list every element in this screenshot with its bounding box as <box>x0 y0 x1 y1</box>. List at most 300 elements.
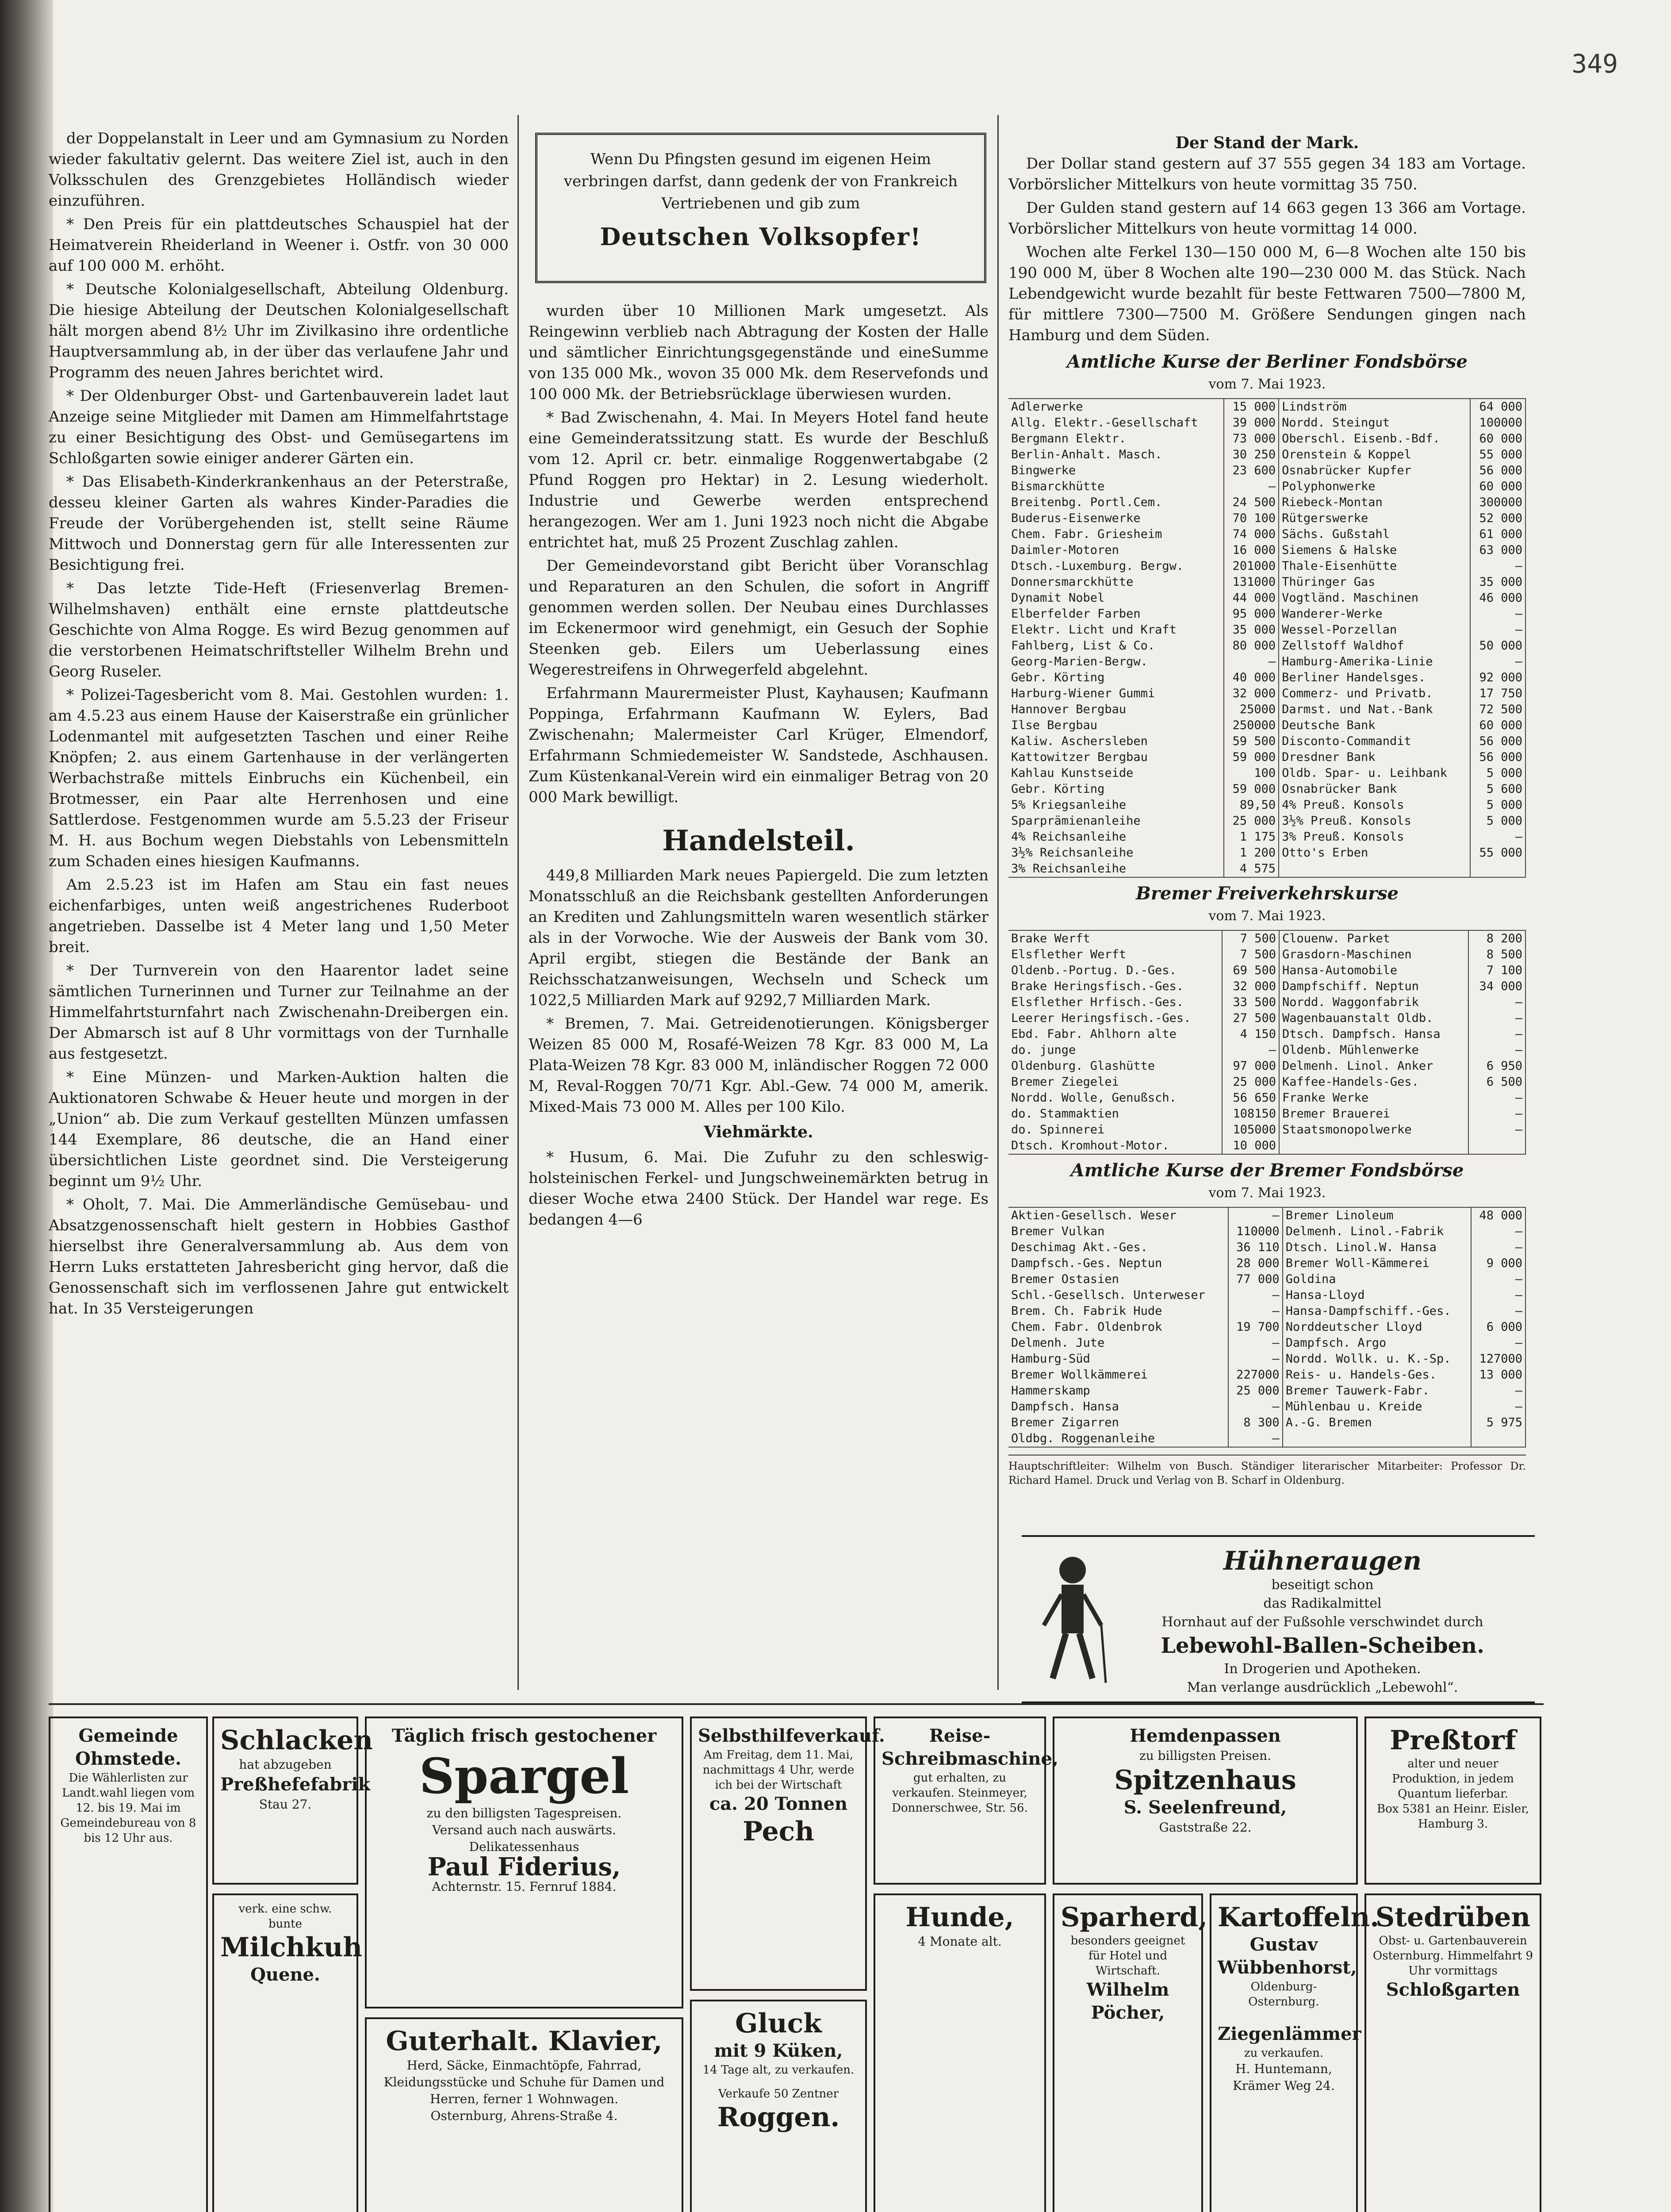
kurs-value: — <box>1228 1351 1283 1367</box>
kurs-name: Osnabrücker Bank <box>1279 781 1470 797</box>
page-number: 349 <box>1571 49 1618 79</box>
ad-addr: Box 5381 an Heinr. Eisler, Hamburg 3. <box>1376 1802 1529 1831</box>
bremen-kurse-table <box>1008 1207 1526 1448</box>
paragraph: 449,8 Milliarden Mark neues Papiergeld. Die zum letzten Monatsschluß an die Reichsbank gestellten Anforderungen an Krediten und Zahlungsmitteln waren wesentlich stärker als in der Vorwoche. Wie der Ausweis der Bank vom 30. April ergibt, stiegen die Bestände der Bank an Reichsschatzanweisungen, Wechseln und Scheck um 1022,5 Milliarden Mark auf 9292,7 Milliarden Mark. <box>529 867 989 1009</box>
kurs-value: 27 500 <box>1222 1010 1279 1026</box>
ad-name: Wilhelm Pöcher, <box>1086 1979 1169 2023</box>
ad-line: zu den billigsten Tagespreisen. <box>426 1806 622 1820</box>
kurs-value: 5 600 <box>1470 781 1525 797</box>
ad-text: hat abzugeben <box>239 1757 332 1772</box>
kurs-name: Hamburg-Süd <box>1008 1351 1228 1367</box>
kurs-value: 48 000 <box>1471 1207 1525 1224</box>
kurs-value: 6 950 <box>1468 1058 1525 1074</box>
paragraph: * Bremen, 7. Mai. Getreidenotierungen. Königsberger Weizen 85 000 M, Rosafé-Weizen 78 Kgr. 83 000 M, La Plata-Weizen 78 Kgr. 83 000 M, inländischer Roggen 72 000 M, Reval-Roggen 70/71 Kgr. Abl.-Gew. 74 000 M, amerik. Mixed-Mais 73 000 M. Alles per 100 Kilo. <box>529 1015 989 1116</box>
bremen-title: Amtliche Kurse der Bremer Fondsbörse <box>1070 1160 1464 1181</box>
kurs-name: Thüringer Gas <box>1279 574 1470 590</box>
paragraph: * Das letzte Tide-Heft (Friesenverlag Bremen-Wilhelmshaven) enthält eine ernste plattdeutsche Geschichte von Alma Rogge. Es wird Bezug genommen auf die verstorbenen Heimatschriftsteller Wilhelm Brehn und Georg Ruseler. <box>49 580 509 680</box>
kurs-value: 39 000 <box>1224 415 1279 431</box>
ad-title: Hunde, <box>905 1902 1014 1933</box>
kurs-value: 127000 <box>1471 1351 1525 1367</box>
kurs-name: Deutsche Bank <box>1279 718 1470 733</box>
ad-headline: Spargel <box>419 1747 629 1805</box>
kurs-value: 73 000 <box>1224 431 1279 447</box>
kurs-row <box>1008 813 1525 829</box>
kurs-value: — <box>1228 1207 1283 1224</box>
kurs-name: Orenstein & Koppel <box>1279 447 1470 463</box>
kurs-row <box>1008 718 1525 733</box>
kurs-name: Dynamit Nobel <box>1008 590 1224 606</box>
ad-title: Guterhalt. Klavier, <box>386 2026 663 2057</box>
kurs-name: Elsflether Werft <box>1008 947 1222 963</box>
kurs-name: 3½% Reichsanleihe <box>1008 845 1224 861</box>
kurs-name: Rütgerswerke <box>1279 511 1470 526</box>
ad-steckrueben <box>1364 1893 1541 2212</box>
ad-text: besonders geeignet für Hotel und Wirtschaft. <box>1070 1934 1185 1978</box>
ad-line: das Radikalmittel <box>1263 1596 1382 1611</box>
ad-addr: Stau 27. <box>259 1797 312 1812</box>
ad-title: Roggen. <box>717 2102 840 2133</box>
kurs-name <box>1279 1138 1468 1154</box>
ad-line: Täglich frisch gestochener <box>391 1725 657 1746</box>
kurs-name: Mühlenbau u. Kreide <box>1283 1399 1472 1415</box>
kurs-value: — <box>1471 1224 1525 1240</box>
kurs-name: Dtsch. Kromhout-Motor. <box>1008 1138 1222 1154</box>
kurs-name: 4% Preuß. Konsols <box>1279 797 1470 813</box>
kurs-value: — <box>1470 654 1525 670</box>
kurs-value: 80 000 <box>1224 638 1279 654</box>
kurs-row <box>1008 511 1525 526</box>
kurs-value: 32 000 <box>1224 686 1279 702</box>
kurs-value: — <box>1471 1383 1525 1399</box>
kurs-name: Chem. Fabr. Griesheim <box>1008 526 1224 542</box>
box-line: Wenn Du Pfingsten gesund im eigenen Heim <box>590 150 931 168</box>
kurs-value: 56 650 <box>1222 1090 1279 1106</box>
kurs-name: Commerz- und Privatb. <box>1279 686 1470 702</box>
kurs-value: 35 000 <box>1470 574 1525 590</box>
kurs-value: 6 000 <box>1471 1319 1525 1335</box>
kurs-value: — <box>1468 1042 1525 1058</box>
kurs-name: Kaliw. Aschersleben <box>1008 733 1224 749</box>
ad-text: Verkaufe 50 Zentner <box>718 2087 839 2101</box>
kurs-value: — <box>1468 1010 1525 1026</box>
kurs-row <box>1008 979 1525 995</box>
kurs-value: — <box>1228 1335 1283 1351</box>
kurs-row <box>1008 1367 1525 1383</box>
kurs-value: 5 000 <box>1470 765 1525 781</box>
ad-hemdenpassen <box>1053 1717 1358 1885</box>
kurs-name: Elektr. Licht und Kraft <box>1008 622 1224 638</box>
kurs-value: 7 100 <box>1468 963 1525 979</box>
kurs-row <box>1008 606 1525 622</box>
paragraph: Wochen alte Ferkel 130—150 000 M, 6—8 Wochen alte 150 bis 190 000 M, über 8 Wochen alte 190—230 000 M. das Stück. Nach Lebendgewicht wurde bezahlt für beste Fettwaren 7500—7800 M, für mittlere 7300—7500 M. Größere Sendungen gingen nach Hamburg und dem Süden. <box>1008 243 1526 344</box>
kurs-value: — <box>1468 1122 1525 1138</box>
kurs-value: 97 000 <box>1222 1058 1279 1074</box>
paragraph: * Der Turnverein von den Haarentor ladet seine sämtlichen Turnerinnen und Turner zur Teilnahme an der Himmelfahrtsturnfahrt nach Zwischenahn-Dreibergen ein. Der Abmarsch ist auf 8 Uhr vormittags von der Turnhalle aus festgesetzt. <box>49 962 509 1063</box>
kurs-name: Nordd. Wolle, Genußsch. <box>1008 1090 1222 1106</box>
kurs-row <box>1008 1058 1525 1074</box>
kurs-name: 4% Reichsanleihe <box>1008 829 1224 845</box>
kurs-name: Deschimag Akt.-Ges. <box>1008 1240 1228 1256</box>
kurs-name: Kattowitzer Bergbau <box>1008 749 1224 765</box>
kurs-value: 30 250 <box>1224 447 1279 463</box>
kurs-value: 1 175 <box>1224 829 1279 845</box>
kurs-name: Goldina <box>1283 1271 1472 1287</box>
ad-name: Paul Fiderius, <box>427 1852 621 1882</box>
kurs-value: 5 000 <box>1470 813 1525 829</box>
kurs-row <box>1008 590 1525 606</box>
ad-line: Versand auch nach auswärts. <box>432 1823 616 1837</box>
kurs-name <box>1279 861 1470 877</box>
kurs-row <box>1008 1271 1525 1287</box>
kurs-value: 59 000 <box>1224 781 1279 797</box>
kurs-value <box>1470 861 1525 877</box>
volksopfer-box <box>535 133 986 283</box>
kurs-row <box>1008 1090 1525 1106</box>
ad-sparherd <box>1053 1893 1208 2212</box>
kurs-name: Bremer Ostasien <box>1008 1271 1228 1287</box>
kurs-value: 74 000 <box>1224 526 1279 542</box>
ad-text: alter und neuer Produktion, in jedem Quantum lieferbar. <box>1392 1757 1514 1801</box>
kurs-value: 8 200 <box>1468 930 1525 947</box>
kurs-name: Staatsmonopolwerke <box>1279 1122 1468 1138</box>
kurs-value: 70 100 <box>1224 511 1279 526</box>
ad-title: Selbsthilfeverkauf. <box>698 1725 885 1746</box>
column-2 <box>529 301 989 1233</box>
paragraph: Der Gulden stand gestern auf 14 663 gegen 13 366 am Vortage. Vorbörslicher Mittelkurs von heute vormittag 14 000. <box>1008 199 1526 238</box>
ad-title: Hühneraugen <box>1223 1546 1422 1576</box>
kurs-name: Dampfsch.-Ges. Neptun <box>1008 1256 1228 1271</box>
paragraph: * Bad Zwischenahn, 4. Mai. In Meyers Hotel fand heute eine Gemeinderatssitzung statt. Es wurde der Beschluß vom 12. April cr. betr. einmalige Roggenwertabgabe (2 Pfund Roggen pro Hektar) in 2. Lesung wiederholt. Industrie und Gewerbe werden entsprechend herangezogen. Wer am 1. Juni 1923 noch nicht die Abgabe entrichtet hat, muß 25 Prozent Zuschlag zahlen. <box>529 409 989 551</box>
kurs-name: Kaffee-Handels-Ges. <box>1279 1074 1468 1090</box>
paragraph: * Deutsche Kolonialgesellschaft, Abteilung Oldenburg. Die hiesige Abteilung der Deutschen Kolonialgesellschaft hält morgen abend 8½ Uhr im Zivilkasino ihre ordentliche Hauptversammlung ab, in der über das verlaufene Jahr und Programm des neuen Jahres berichtet wird. <box>49 280 509 381</box>
ad-title: Stedrüben <box>1375 1902 1531 1933</box>
kurs-name: Harburg-Wiener Gummi <box>1008 686 1224 702</box>
paragraph: der Doppelanstalt in Leer und am Gymnasium zu Norden wieder fakultativ gelernt. Das weitere Ziel ist, auch in den Volksschulen des Grenzgebietes Holländisch wieder einzuführen. <box>49 130 509 210</box>
kurs-value: 4 150 <box>1222 1026 1279 1042</box>
kurs-name: Otto's Erben <box>1279 845 1470 861</box>
kurs-name: Brem. Ch. Fabrik Hude <box>1008 1303 1228 1319</box>
kurs-value: 46 000 <box>1470 590 1525 606</box>
kurs-row <box>1008 765 1525 781</box>
kurs-value <box>1471 1431 1525 1447</box>
kurs-name: Wagenbauanstalt Oldb. <box>1279 1010 1468 1026</box>
kurs-value: — <box>1471 1271 1525 1287</box>
kurs-name: Darmst. und Nat.-Bank <box>1279 702 1470 718</box>
kurs-value: 63 000 <box>1470 542 1525 558</box>
kurs-value: 16 000 <box>1224 542 1279 558</box>
kurs-name: 5% Kriegsanleihe <box>1008 797 1224 813</box>
kurs-value: 36 110 <box>1228 1240 1283 1256</box>
paragraph: wurden über 10 Millionen Mark umgesetzt. Als Reingewinn verblieb nach Abtragung der Kosten der Halle und sämtlicher Einrichtungsgegenstände und eineSumme von 135 000 Mk., wovon 35 000 Mk. dem Reservefonds und 100 000 Mk. der Betriebsrücklage überwiesen wurden. <box>529 302 989 403</box>
ad-spargel <box>365 1717 683 2008</box>
kurs-value: 8 300 <box>1228 1415 1283 1431</box>
kurs-name: Oldenb.-Portug. D.-Ges. <box>1008 963 1222 979</box>
kurs-name: Gebr. Körting <box>1008 781 1224 797</box>
kurs-value: 5 000 <box>1470 797 1525 813</box>
paragraph: * Das Elisabeth-Kinderkrankenhaus an der Peterstraße, desseu kleiner Garten als wahres Kinder-Paradies die Freude der Vorübergehenden ist, stellt seine Räume Mittwoch und Donnerstag gern für alle Interessenten zur Besichtigung frei. <box>49 473 509 574</box>
kurs-name: Dresdner Bank <box>1279 749 1470 765</box>
book-binding <box>0 0 53 2212</box>
kurs-row <box>1008 463 1525 479</box>
kurs-name: Berlin-Anhalt. Masch. <box>1008 447 1224 463</box>
kurs-value: 4 575 <box>1224 861 1279 877</box>
kurs-row <box>1008 1351 1525 1367</box>
kurs-name: 3% Preuß. Konsols <box>1279 829 1470 845</box>
berlin-title: Amtliche Kurse der Berliner Fondsbörse <box>1067 351 1468 372</box>
huehneraugen-ad <box>1022 1535 1535 1703</box>
ad-text: Obst- u. Gartenbauverein Osternburg. Himmelfahrt 9 Uhr vormittags <box>1372 1934 1533 1978</box>
ad-name: S. Seelenfreund, <box>1123 1797 1287 1818</box>
ad-presstorf <box>1364 1717 1541 1885</box>
kurs-row <box>1008 749 1525 765</box>
ad-line: beseitigt schon <box>1271 1577 1374 1593</box>
kurs-name: Delmenh. Linol.-Fabrik <box>1283 1224 1472 1240</box>
kurs-value <box>1468 1138 1525 1154</box>
kurs-name: Oberschl. Eisenb.-Bdf. <box>1279 431 1470 447</box>
kurs-name: Elberfelder Farben <box>1008 606 1224 622</box>
kurs-name: Oldenb. Mühlenwerke <box>1279 1042 1468 1058</box>
kurs-row <box>1008 1383 1525 1399</box>
kurs-name: Dampfschiff. Neptun <box>1279 979 1468 995</box>
kurs-row <box>1008 1106 1525 1122</box>
kurs-name: Ebd. Fabr. Ahlhorn alte <box>1008 1026 1222 1042</box>
paragraph: Erfahrmann Maurermeister Plust, Kayhausen; Kaufmann Poppinga, Erfahrmann Kaufmann W. Eylers, Bad Zwischenahn; Malermeister Carl Krüger, Elmendorf, Erfahrmann Schmiedemeister W. Sandstede, Aschhausen. Zum Küstenkanal-Verein wird ein einmaliger Betrag von 20 000 Mark bewilligt. <box>529 684 989 806</box>
kurs-name: Sächs. Gußstahl <box>1279 526 1470 542</box>
kurs-name: Osnabrücker Kupfer <box>1279 463 1470 479</box>
kurs-value: 13 000 <box>1471 1367 1525 1383</box>
kurs-row <box>1008 542 1525 558</box>
ad-title: Reise-Schreibmaschine, <box>881 1725 1058 1769</box>
kurs-row <box>1008 622 1525 638</box>
kurs-name: Bergmann Elektr. <box>1008 431 1224 447</box>
ad-title: Ziegenlämmer <box>1218 2024 1361 2044</box>
kurs-name: Buderus-Eisenwerke <box>1008 511 1224 526</box>
kurs-name: Reis- u. Handels-Ges. <box>1283 1367 1472 1383</box>
kurs-row <box>1008 399 1525 415</box>
ad-title: Preßtorf <box>1390 1725 1516 1756</box>
kurs-name: Gebr. Körting <box>1008 670 1224 686</box>
ad-text: Oldenburg-Osternburg. <box>1248 1980 1319 2008</box>
ad-title: Milchkuh <box>220 1932 362 1963</box>
ad-sub: mit 9 Küken, <box>714 2040 843 2061</box>
column-1 <box>49 128 509 1322</box>
kurs-row <box>1008 1042 1525 1058</box>
kurs-name: A.-G. Bremen <box>1283 1415 1472 1431</box>
kurs-name: Grasdorn-Maschinen <box>1279 947 1468 963</box>
kurs-row <box>1008 797 1525 813</box>
ad-text: verk. eine schw. bunte <box>238 1902 332 1931</box>
bremen-date: vom 7. Mai 1923. <box>1208 1185 1326 1201</box>
kurs-name: Dampfsch. Hansa <box>1008 1399 1228 1415</box>
kurs-name: Zellstoff Waldhof <box>1279 638 1470 654</box>
kurs-name: Hannover Bergbau <box>1008 702 1224 718</box>
kurs-value: 250000 <box>1224 718 1279 733</box>
handelsteil-title: Handelsteil. <box>662 824 855 857</box>
ad-name: H. Huntemann, <box>1235 2062 1332 2076</box>
kurs-name: 3½% Preuß. Konsols <box>1279 813 1470 829</box>
kurs-name: Clouenw. Parket <box>1279 930 1468 947</box>
ad-text: zu billigsten Preisen. <box>1139 1748 1272 1763</box>
kurs-value: 105000 <box>1222 1122 1279 1138</box>
ad-title: Gemeinde Ohmstede. <box>75 1725 182 1769</box>
kurs-row <box>1008 829 1525 845</box>
kurs-name: Bremer Wollkämmerei <box>1008 1367 1228 1383</box>
column-rule-2 <box>997 115 999 1690</box>
kurs-value: 56 000 <box>1470 463 1525 479</box>
kurs-value: 60 000 <box>1470 479 1525 495</box>
kurs-name: Elsflether Hrfisch.-Ges. <box>1008 995 1222 1010</box>
kurs-name: Disconto-Commandit <box>1279 733 1470 749</box>
kurs-value: 61 000 <box>1470 526 1525 542</box>
kurs-row <box>1008 1431 1525 1447</box>
ad-kartoffeln <box>1210 1893 1380 2212</box>
kurs-name: Hammerskamp <box>1008 1383 1228 1399</box>
kurs-row <box>1008 447 1525 463</box>
kurs-row <box>1008 861 1525 877</box>
kurs-value: — <box>1228 1287 1283 1303</box>
kurs-row <box>1008 495 1525 511</box>
ad-addr: Achternstr. 15. Fernruf 1884. <box>432 1879 617 1894</box>
paragraph: Am 2.5.23 ist im Hafen am Stau ein fast neues eichenfarbiges, unten weiß angestrichenes Ruderboot angetrieben. Dasselbe ist 4 Meter lang und 1,50 Meter breit. <box>49 876 509 956</box>
kurs-name: Vogtländ. Maschinen <box>1279 590 1470 606</box>
kurs-value: — <box>1228 1399 1283 1415</box>
kurs-name: Riebeck-Montan <box>1279 495 1470 511</box>
kurs-value: — <box>1224 479 1279 495</box>
box-headline: Deutschen Volksopfer! <box>600 223 922 251</box>
kurs-row <box>1008 1026 1525 1042</box>
kurs-name: Bremer Ziegelei <box>1008 1074 1222 1090</box>
kurs-value: — <box>1224 654 1279 670</box>
paragraph: * Polizei-Tagesbericht vom 8. Mai. Gestohlen wurden: 1. am 4.5.23 aus einem Hause der Kaiserstraße ein grünlicher Lodenmantel mit aufgesetzten Taschen und einer Reihe Knöpfen; 2. aus einem Gartenhause in der verlängerten Werbachstraße mittels Einbruchs ein Küchenbeil, ein Brotmesser, ein Paar alte Herrenhosen und eine Sattlerdose. Festgenommen wurde am 5.5.23 der Friseur M. H. aus Bochum wegen Diebstahls von Lebensmitteln zum Schaden eines hiesigen Kaufmanns. <box>49 686 509 870</box>
ad-text: 14 Tage alt, zu verkaufen. <box>702 2063 855 2077</box>
kurs-value: — <box>1470 606 1525 622</box>
ad-big: ca. 20 Tonnen <box>709 1793 848 1814</box>
ad-hunde <box>874 1893 1046 2212</box>
kurs-value: 19 700 <box>1228 1319 1283 1335</box>
kurs-name: Nordd. Steingut <box>1279 415 1470 431</box>
kurs-name: do. Spinnerei <box>1008 1122 1222 1138</box>
kurs-value: 56 000 <box>1470 749 1525 765</box>
kurs-value: 131000 <box>1224 574 1279 590</box>
kurs-value: — <box>1470 829 1525 845</box>
ad-big: Schloßgarten <box>1386 1979 1520 2000</box>
kurs-row <box>1008 1138 1525 1154</box>
kurs-value: 55 000 <box>1470 447 1525 463</box>
kurs-row <box>1008 526 1525 542</box>
kurs-value: 34 000 <box>1468 979 1525 995</box>
kurs-row <box>1008 781 1525 797</box>
kurs-value: 23 600 <box>1224 463 1279 479</box>
kurs-name: do. junge <box>1008 1042 1222 1058</box>
kurs-name: Brake Werft <box>1008 930 1222 947</box>
kurs-value: — <box>1471 1399 1525 1415</box>
kurs-name: Hansa-Lloyd <box>1283 1287 1472 1303</box>
kurs-row <box>1008 670 1525 686</box>
ad-klavier <box>365 2017 683 2212</box>
kurs-name: Allg. Elektr.-Gesellschaft <box>1008 415 1224 431</box>
kurs-name: Oldb. Spar- u. Leihbank <box>1279 765 1470 781</box>
kurs-name: Delmenh. Linol. Anker <box>1279 1058 1468 1074</box>
ad-big: Spitzenhaus <box>1114 1765 1296 1796</box>
freiverkehr-title: Bremer Freiverkehrskurse <box>1136 883 1399 904</box>
kurs-value: 77 000 <box>1228 1271 1283 1287</box>
column-3 <box>1008 133 1526 1487</box>
kurs-value: 100000 <box>1470 415 1525 431</box>
kurs-row <box>1008 574 1525 590</box>
paragraph: * Den Preis für ein plattdeutsches Schauspiel hat der Heimatverein Rheiderland in Weener i. Ostfr. von 30 000 auf 100 000 M. erhöht. <box>49 215 509 275</box>
kurs-name: Franke Werke <box>1279 1090 1468 1106</box>
kurs-value: — <box>1222 1042 1279 1058</box>
kurs-row <box>1008 995 1525 1010</box>
kurs-value: 17 750 <box>1470 686 1525 702</box>
paragraph: Der Gemeindevorstand gibt Bericht über Voranschlag und Reparaturen an den Schulen, die sofort in Angriff genommen werden sollen. Der Neubau eines Durchlasses im Eckenermoor wird genehmigt, ein Gesuch der Sophie Steenken geb. Eilers um Ueberlassung eines Wegerestreifens in Ohrwegerfeld abgelehnt. <box>529 557 989 679</box>
kurs-value: 1 200 <box>1224 845 1279 861</box>
kurs-name: Bingwerke <box>1008 463 1224 479</box>
kurs-name: Dampfsch. Argo <box>1283 1335 1472 1351</box>
kurs-value: — <box>1471 1303 1525 1319</box>
kurs-name: Wessel-Porzellan <box>1279 622 1470 638</box>
kurs-name: Norddeutscher Lloyd <box>1283 1319 1472 1335</box>
kurs-name: Dtsch.-Luxemburg. Bergw. <box>1008 558 1224 574</box>
kurs-name: Nordd. Waggonfabrik <box>1279 995 1468 1010</box>
kurs-value: 44 000 <box>1224 590 1279 606</box>
kurs-row <box>1008 558 1525 574</box>
kurs-name: Bremer Linoleum <box>1283 1207 1472 1224</box>
kurs-name: Oldbg. Roggenanleihe <box>1008 1431 1228 1447</box>
kurs-name: Bremer Vulkan <box>1008 1224 1228 1240</box>
kurs-name: Wanderer-Werke <box>1279 606 1470 622</box>
ad-title: Hemdenpassen <box>1130 1725 1281 1746</box>
kurs-row <box>1008 930 1525 947</box>
ad-title: Sparherd, <box>1061 1902 1208 1933</box>
kurs-row <box>1008 1207 1525 1224</box>
kurs-row <box>1008 1303 1525 1319</box>
box-line: verbringen darfst, dann gedenk der von Frankreich <box>563 173 958 190</box>
kurs-name: Fahlberg, List & Co. <box>1008 638 1224 654</box>
ads-top-rule <box>49 1703 1544 1705</box>
kurs-value: 8 500 <box>1468 947 1525 963</box>
kurs-value: 72 500 <box>1470 702 1525 718</box>
column-rule-1 <box>517 115 519 1690</box>
kurs-value: 7 500 <box>1222 930 1279 947</box>
paragraph: * Husum, 6. Mai. Die Zufuhr zu den schleswig-holsteinischen Ferkel- und Jungschweinemärkten betrug in dieser Woche etwa 2400 Stück. Der Handel war rege. Es bedangen 4—6 <box>529 1148 989 1229</box>
kurs-row <box>1008 1224 1525 1240</box>
walking-man-illustration <box>1035 1550 1110 1692</box>
kurs-value: 60 000 <box>1470 718 1525 733</box>
kurs-value: 56 000 <box>1470 733 1525 749</box>
kurs-value: — <box>1471 1287 1525 1303</box>
kurs-name: do. Stammaktien <box>1008 1106 1222 1122</box>
kurs-name: Chem. Fabr. Oldenbrok <box>1008 1319 1228 1335</box>
kurs-value: 59 500 <box>1224 733 1279 749</box>
kurs-name: Ilse Bergbau <box>1008 718 1224 733</box>
ad-text: 4 Monate alt. <box>918 1934 1002 1949</box>
ad-headline: Lebewohl-Ballen-Scheiben. <box>1161 1633 1484 1658</box>
mark-title: Der Stand der Mark. <box>1175 134 1359 152</box>
kurs-name: Hansa-Automobile <box>1279 963 1468 979</box>
kurs-value: 25 000 <box>1222 1074 1279 1090</box>
kurs-name: Bremer Zigarren <box>1008 1415 1228 1431</box>
kurs-name: Bremer Woll-Kämmerei <box>1283 1256 1472 1271</box>
kurs-row <box>1008 947 1525 963</box>
ad-line: In Drogerien und Apotheken. <box>1224 1661 1421 1677</box>
kurs-value: 108150 <box>1222 1106 1279 1122</box>
kurs-value: 52 000 <box>1470 511 1525 526</box>
kurs-row <box>1008 686 1525 702</box>
kurs-value: — <box>1471 1240 1525 1256</box>
kurs-name: Siemens & Halske <box>1279 542 1470 558</box>
kurs-value: 9 000 <box>1471 1256 1525 1271</box>
